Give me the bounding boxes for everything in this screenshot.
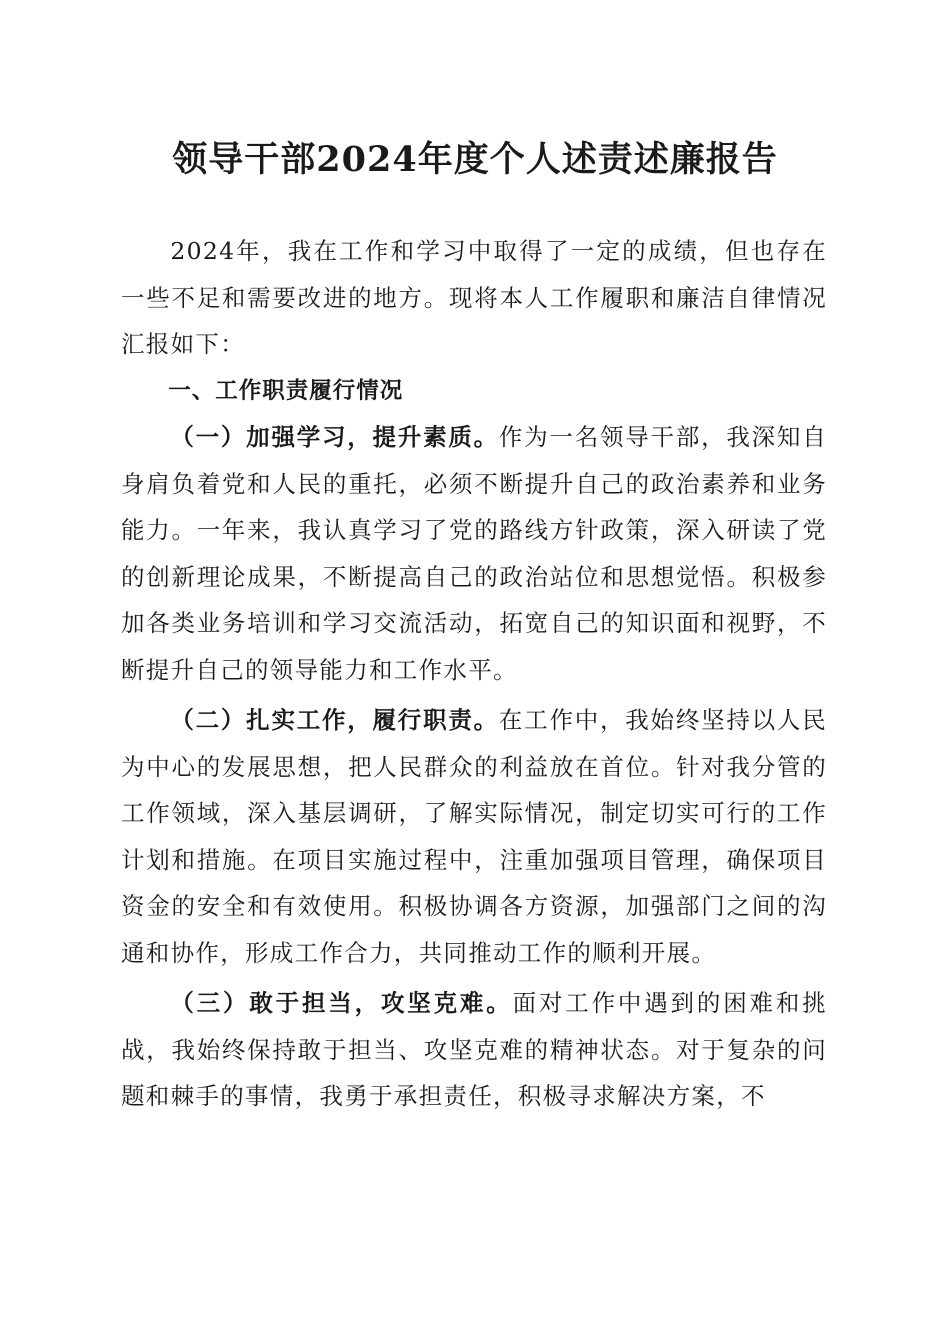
section-item-3	[121, 980, 827, 1120]
section-item-1	[121, 414, 827, 693]
document-title: 领导干部2024年度个人述责述廉报告	[172, 139, 778, 180]
item-1-text: 作为一名领导干部，我深知自身肩负着党和人民的重托，必须不断提升自己的政治素养和业务能力。一年来，我认真学习了党的路线方针政策，深入研读了党的创新理论成果，不断提高自己的政治站位和思想觉悟。积极参加各类业务培训和学习交流活动，拓宽自己的知识面和视野，不断提升自己的领导能力和工作水平。	[121, 423, 827, 684]
item-3-text: 面对工作中遇到的困难和挑战，我始终保持敢于担当、攻坚克难的精神状态。对于复杂的问题和棘手的事情，我勇于承担责任，积极寻求解决方案，不	[121, 989, 827, 1110]
document-body	[121, 228, 827, 1120]
intro-paragraph: 2024年，我在工作和学习中取得了一定的成绩，但也存在一些不足和需要改进的地方。现将本人工作履职和廉洁自律情况汇报如下：	[121, 237, 827, 358]
section-heading: 一、工作职责履行情况	[168, 377, 404, 404]
item-3-lead: （三）敢于担当，攻坚克难。	[170, 989, 513, 1017]
item-1-lead: （一）加强学习，提升素质。	[170, 423, 499, 451]
item-2-text: 在工作中，我始终坚持以人民为中心的发展思想，把人民群众的利益放在首位。针对我分管的工作领域，深入基层调研，了解实际情况，制定切实可行的工作计划和措施。在项目实施过程中，注重加强项目管理，确保项目资金的安全和有效使用。积极协调各方资源，加强部门之间的沟通和协作，形成工作合力，共同推动工作的顺利开展。	[121, 706, 827, 967]
item-2-lead: （二）扎实工作，履行职责。	[170, 706, 499, 734]
section-item-2	[121, 697, 827, 976]
